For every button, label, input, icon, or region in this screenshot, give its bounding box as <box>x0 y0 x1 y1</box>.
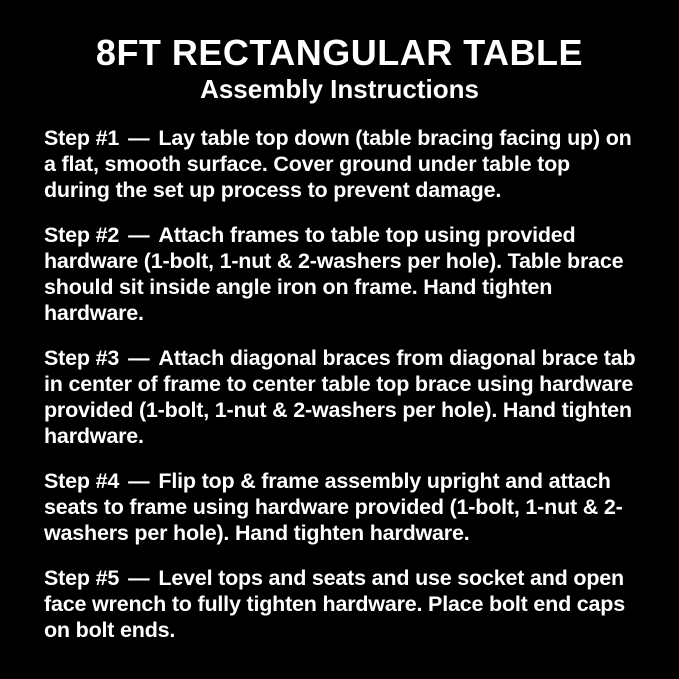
step-5-text: Level tops and seats and use socket and open face wrench to fully tighten hardware. Place bolt end caps on bolt ends. <box>44 566 625 643</box>
step-5-label: Step #5 <box>44 566 120 591</box>
step-4-label: Step #4 <box>44 469 120 494</box>
page-subtitle: Assembly Instructions <box>200 73 479 104</box>
step-3-separator: — <box>128 346 150 371</box>
step-1 <box>44 125 636 203</box>
step-4-separator: — <box>128 469 150 494</box>
step-1-text: Lay table top down (table bracing facing up) on a flat, smooth surface. Cover ground under table top during the set up process to prevent damage. <box>44 126 632 203</box>
step-4 <box>44 468 636 546</box>
step-1-label: Step #1 <box>44 126 120 151</box>
step-2 <box>44 222 636 326</box>
step-2-separator: — <box>128 223 150 248</box>
step-3-label: Step #3 <box>44 346 120 371</box>
step-5 <box>44 565 636 643</box>
step-3 <box>44 345 636 449</box>
step-1-separator: — <box>128 126 150 151</box>
step-5-separator: — <box>128 566 150 591</box>
steps-list <box>44 125 636 643</box>
step-2-label: Step #2 <box>44 223 120 248</box>
step-2-text: Attach frames to table top using provided hardware (1-bolt, 1-nut & 2-washers per hole). Table brace should sit inside angle iron on frame. Hand tighten hardware. <box>44 223 624 326</box>
page-title: 8FT RECTANGULAR TABLE <box>95 32 584 73</box>
step-4-text: Flip top & frame assembly upright and attach seats to frame using hardware provided (1-bolt, 1-nut & 2-washers per hole). Hand tighten hardware. <box>44 469 623 546</box>
step-3-text: Attach diagonal braces from diagonal brace tab in center of frame to center table top brace using hardware provided (1-bolt, 1-nut & 2-washers per hole). Hand tighten hardware. <box>44 346 636 449</box>
